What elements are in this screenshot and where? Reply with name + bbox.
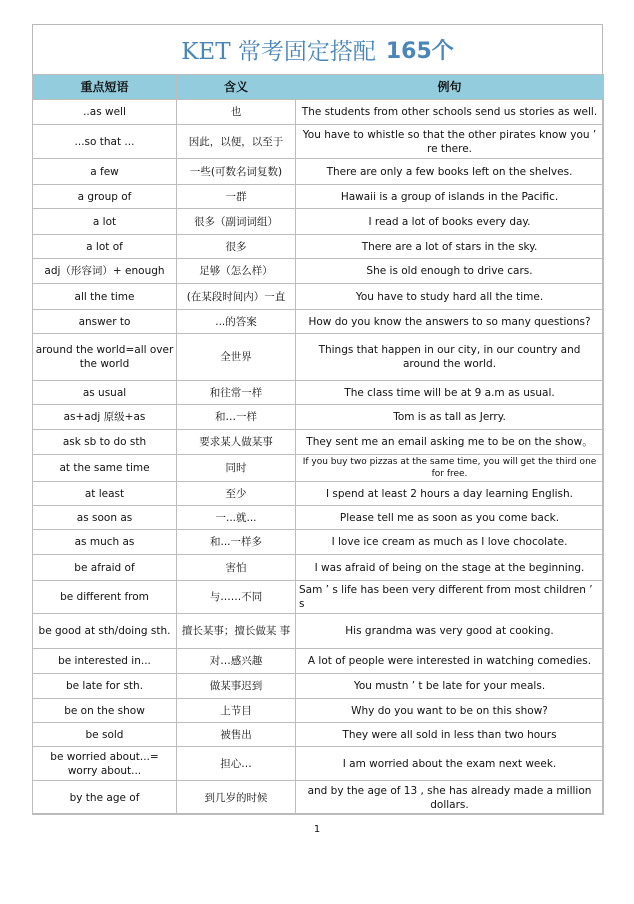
table-row: [33, 649, 604, 674]
table-row: [33, 284, 604, 310]
phrase-cell: answer to: [33, 310, 177, 334]
phrase-cell: be sold: [33, 723, 177, 747]
phrase-cell: adj（形容词）+ enough: [33, 259, 177, 284]
example-cell: You mustn ’ t be late for your meals.: [296, 674, 604, 699]
phrase-cell: at the same time: [33, 455, 177, 482]
header-example: 例句: [296, 75, 604, 100]
example-cell: I was afraid of being on the stage at the beginning.: [296, 555, 604, 581]
table-row: [33, 310, 604, 334]
title-main: KET 常考固定搭配: [181, 39, 376, 65]
phrase-cell: around the world=all over the world: [33, 334, 177, 381]
table-row: [33, 530, 604, 555]
phrase-cell: be interested in...: [33, 649, 177, 674]
phrase-cell: a few: [33, 159, 177, 185]
example-cell: The students from other schools send us stories as well.: [296, 100, 604, 125]
table-row: [33, 334, 604, 381]
meaning-cell: 很多（副词词组）: [177, 209, 296, 235]
meaning-cell: 至少: [177, 482, 296, 506]
example-cell: A lot of people were interested in watching comedies.: [296, 649, 604, 674]
meaning-cell: 一些(可数名词复数): [177, 159, 296, 185]
meaning-cell: 担心…: [177, 747, 296, 781]
example-cell: How do you know the answers to so many questions?: [296, 310, 604, 334]
meaning-cell: 对…感兴趣: [177, 649, 296, 674]
table-row: [33, 455, 604, 482]
title-count: 165个: [385, 39, 454, 64]
phrase-cell: be on the show: [33, 699, 177, 723]
meaning-cell: 一群: [177, 185, 296, 209]
table-row: [33, 125, 604, 159]
meaning-cell: 和往常一样: [177, 381, 296, 405]
phrase-cell: as soon as: [33, 506, 177, 530]
meaning-cell: 上节目: [177, 699, 296, 723]
example-cell: You have to whistle so that the other pirates know you ’ re there.: [296, 125, 604, 159]
table-row: [33, 482, 604, 506]
example-cell: There are only a few books left on the shelves.: [296, 159, 604, 185]
phrase-cell: a lot of: [33, 235, 177, 259]
example-cell: I am worried about the exam next week.: [296, 747, 604, 781]
example-cell: There are a lot of stars in the sky.: [296, 235, 604, 259]
phrase-cell: at least: [33, 482, 177, 506]
phrase-cell: ask sb to do sth: [33, 430, 177, 455]
phrase-cell: be good at sth/doing sth.: [33, 614, 177, 649]
example-cell: Tom is as tall as Jerry.: [296, 405, 604, 430]
phrase-cell: all the time: [33, 284, 177, 310]
meaning-cell: 和…一样: [177, 405, 296, 430]
page-title: [33, 25, 602, 74]
example-cell: His grandma was very good at cooking.: [296, 614, 604, 649]
example-cell: The class time will be at 9 a.m as usual.: [296, 381, 604, 405]
phrase-cell: by the age of: [33, 781, 177, 815]
page-number: 1: [313, 824, 321, 835]
table-row: [33, 614, 604, 649]
meaning-cell: 也: [177, 100, 296, 125]
table-row: [33, 235, 604, 259]
phrase-cell: be different from: [33, 581, 177, 614]
phrase-cell: a lot: [33, 209, 177, 235]
meaning-cell: 擅长某事；擅长做某 事: [177, 614, 296, 649]
phrase-cell: be late for sth.: [33, 674, 177, 699]
table-row: [33, 100, 604, 125]
meaning-cell: 和...一样多: [177, 530, 296, 555]
example-cell: Things that happen in our city, in our country and around the world.: [296, 334, 604, 381]
meaning-cell: (在某段时间内）一直: [177, 284, 296, 310]
meaning-cell: 全世界: [177, 334, 296, 381]
table-row: [33, 747, 604, 781]
table-row: [33, 781, 604, 815]
meaning-cell: 足够（怎么样）: [177, 259, 296, 284]
table-header-row: [33, 75, 604, 100]
table-row: [33, 699, 604, 723]
phrase-cell: as usual: [33, 381, 177, 405]
meaning-cell: 很多: [177, 235, 296, 259]
example-cell: You have to study hard all the time.: [296, 284, 604, 310]
meaning-cell: 与……不同: [177, 581, 296, 614]
meaning-cell: 同时: [177, 455, 296, 482]
phrase-cell: ..as well: [33, 100, 177, 125]
meaning-cell: 要求某人做某事: [177, 430, 296, 455]
table-row: [33, 555, 604, 581]
table-row: [33, 185, 604, 209]
table-row: [33, 259, 604, 284]
table-row: [33, 159, 604, 185]
example-cell: Hawaii is a group of islands in the Pacific.: [296, 185, 604, 209]
table-row: [33, 581, 604, 614]
table-row: [33, 381, 604, 405]
meaning-cell: 一...就...: [177, 506, 296, 530]
phrase-cell: be afraid of: [33, 555, 177, 581]
table-row: [33, 209, 604, 235]
example-cell: Why do you want to be on this show?: [296, 699, 604, 723]
example-cell: Please tell me as soon as you come back.: [296, 506, 604, 530]
meaning-cell: 因此，以便，以至于: [177, 125, 296, 159]
header-meaning: 含义: [177, 75, 296, 100]
example-cell: and by the age of 13 , she has already made a million dollars.: [296, 781, 604, 815]
meaning-cell: 被售出: [177, 723, 296, 747]
example-cell: I spend at least 2 hours a day learning English.: [296, 482, 604, 506]
table-row: [33, 723, 604, 747]
example-cell: They sent me an email asking me to be on the show。: [296, 430, 604, 455]
example-cell: If you buy two pizzas at the same time, you will get the third one for free.: [296, 455, 604, 482]
header-phrase: 重点短语: [33, 75, 177, 100]
phrase-cell: ...so that ...: [33, 125, 177, 159]
example-cell: They were all sold in less than two hours: [296, 723, 604, 747]
table-row: [33, 506, 604, 530]
phrase-cell: as+adj 原级+as: [33, 405, 177, 430]
example-cell: I read a lot of books every day.: [296, 209, 604, 235]
table-row: [33, 430, 604, 455]
meaning-cell: 到几岁的时候: [177, 781, 296, 815]
example-cell: Sam ’ s life has been very different from most children ’ s: [296, 581, 604, 614]
table-row: [33, 674, 604, 699]
meaning-cell: 害怕: [177, 555, 296, 581]
phrase-cell: as much as: [33, 530, 177, 555]
meaning-cell: 做某事迟到: [177, 674, 296, 699]
example-cell: She is old enough to drive cars.: [296, 259, 604, 284]
table-row: [33, 405, 604, 430]
phrase-cell: be worried about...= worry about...: [33, 747, 177, 781]
phrase-cell: a group of: [33, 185, 177, 209]
phrase-table: [32, 74, 604, 815]
example-cell: I love ice cream as much as I love chocolate.: [296, 530, 604, 555]
meaning-cell: ...的答案: [177, 310, 296, 334]
